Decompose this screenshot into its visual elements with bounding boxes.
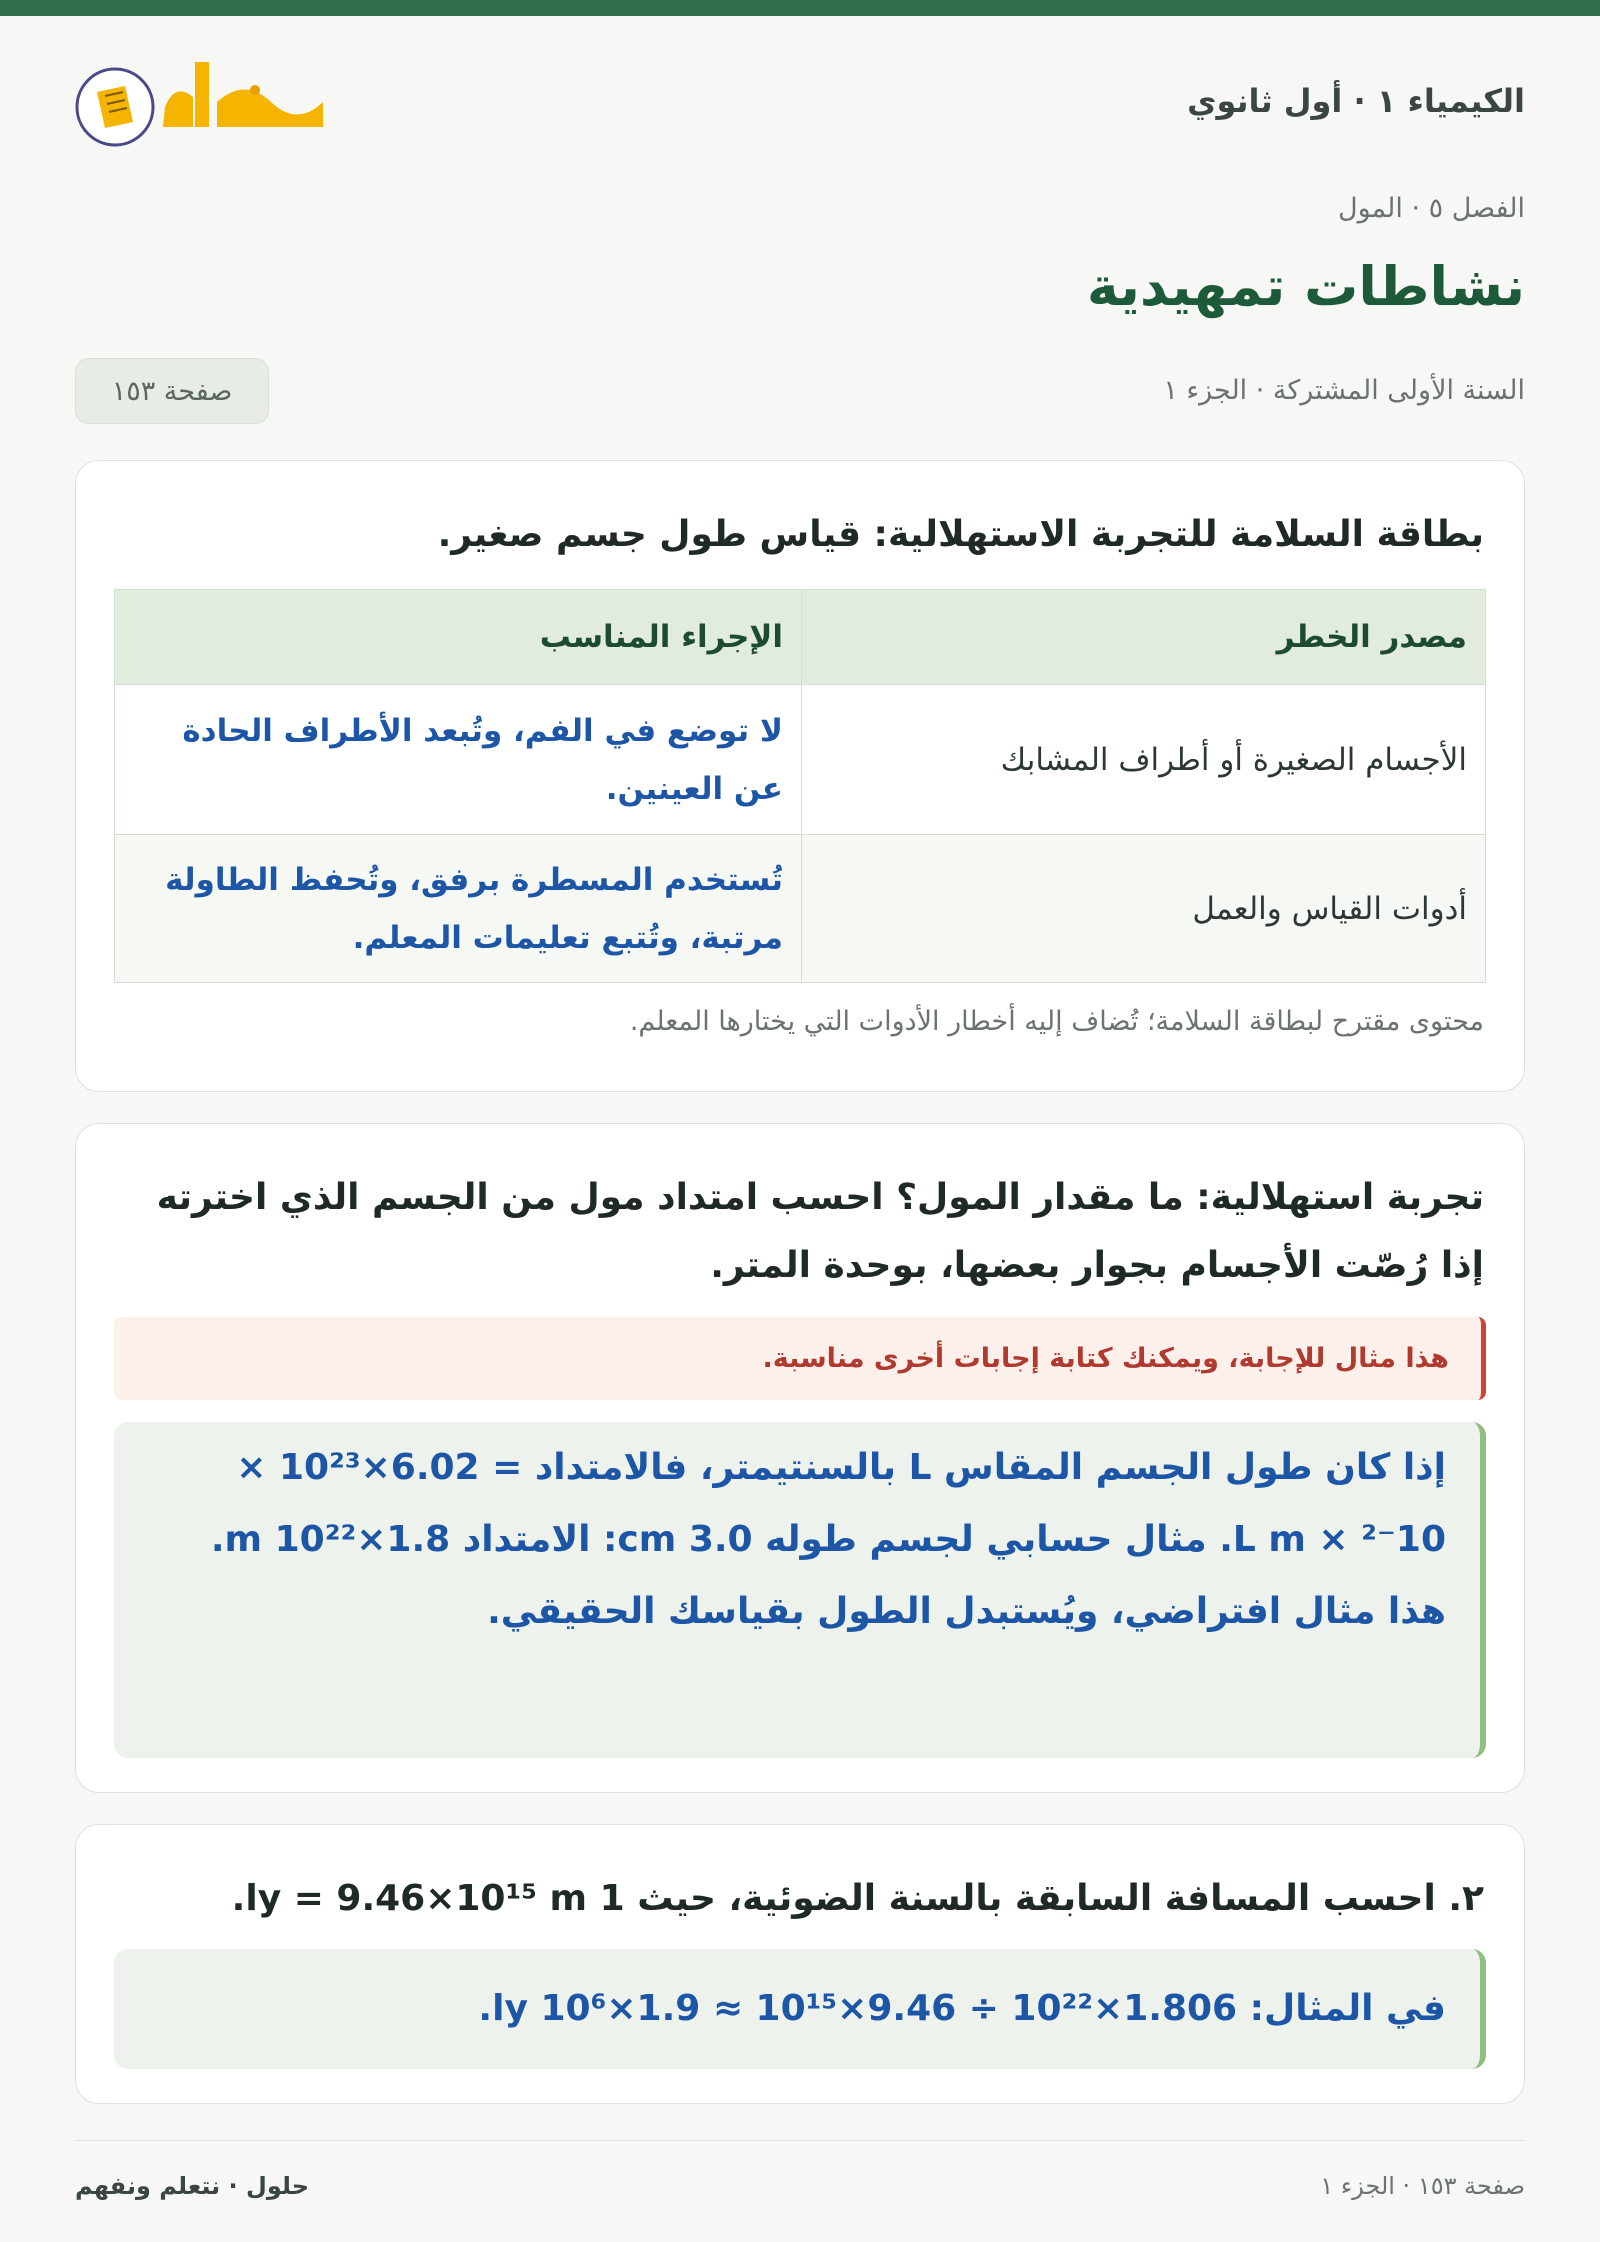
experiment-answer: إذا كان طول الجسم المقاس L بالسنتيمتر، فالامتداد = 6.02×10²³ × 10⁻² × L m. مثال حسابي لجسم طوله 3.0 cm: الامتداد 1.8×10²² m. هذا مثال افتراضي، ويُستبدل الطول بقياسك الحقيقي. [114,1422,1486,1758]
question-card [75,1824,1525,2104]
course-title: الكيمياء ١ · أول ثانوي [1187,82,1525,120]
app-header [75,0,1525,185]
hazard-cell: أدوات القياس والعمل [802,835,1486,983]
answer-hint-banner: هذا مثال للإجابة، ويمكنك كتابة إجابات أخرى مناسبة. [114,1317,1486,1400]
table-header-row [115,590,1486,685]
footer-page-info: صفحة ١٥٣ · الجزء ١ [1320,2172,1525,2200]
hazard-cell: الأجسام الصغيرة أو أطراف المشابك [802,685,1486,835]
course-meta: السنة الأولى المشتركة · الجزء ١ [1163,375,1525,406]
experiment-question: تجربة استهلالية: ما مقدار المول؟ احسب امتداد مول من الجسم الذي اخترته إذا رُصّت الأجسام بجوار بعضها، بوحدة المتر. [156,1177,1484,1286]
table-row [115,685,1486,835]
question-two-title: ٢. احسب المسافة السابقة بالسنة الضوئية، حيث 1 ly = 9.46×10¹⁵ m. [231,1878,1484,1919]
safety-note: محتوى مقترح لبطاقة السلامة؛ تُضاف إليه أخطار الأدوات التي يختارها المعلم. [629,1006,1484,1037]
action-cell: تُستخدم المسطرة برفق، وتُحفظ الطاولة مرتبة، وتُتبع تعليمات المعلم. [115,835,802,983]
question-two-answer: في المثال: 1.806×10²² ÷ 9.46×10¹⁵ ≈ 1.9×10⁶ ly. [114,1949,1486,2069]
brand-logo[interactable] [75,52,335,162]
action-column-header: الإجراء المناسب [115,590,802,685]
experiment-card [75,1123,1525,1793]
table-row [115,835,1486,983]
safety-table [114,589,1486,983]
footer-brand: حلول · نتعلم ونفهم [75,2172,309,2200]
safety-card [75,460,1525,1092]
chapter-label: الفصل ٥ · المول [1337,193,1525,224]
footer-divider [75,2140,1525,2141]
safety-card-title: بطاقة السلامة للتجربة الاستهلالية: قياس طول جسم صغير. [437,514,1484,555]
hazard-column-header: مصدر الخطر [802,590,1486,685]
lesson-title: نشاطات تمهيدية [1086,255,1525,318]
page-number-badge: صفحة ١٥٣ [75,358,269,424]
action-cell: لا توضع في الفم، وتُبعد الأطراف الحادة عن العينين. [115,685,802,835]
